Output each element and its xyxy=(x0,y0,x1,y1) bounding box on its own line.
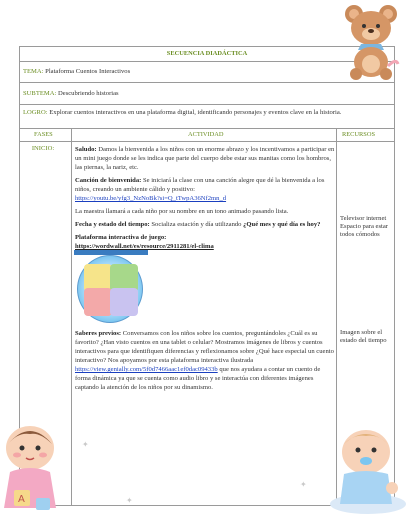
saberes-text-2: que nos ayudara a contar un cuento de forma dinámica ya que se cuenta como audio libro y se interactúa con diferentes imágenes captando la atención de los niños por su dinamismo. xyxy=(75,366,321,391)
subtema-row xyxy=(20,83,394,105)
logro-label: LOGRO: xyxy=(23,109,48,116)
star-icon: ✦ xyxy=(126,496,133,505)
resource-1: Televisor internet Espacio para estar todos cómodos xyxy=(340,215,388,238)
baby-boy-icon xyxy=(322,418,408,514)
cancion-label: Canción de bienvenida: xyxy=(75,177,142,184)
logro-value: Explorar cuentos interactivos en una plataforma digital, identificando personajes y eventos clave en la historia. xyxy=(49,109,342,116)
saberes-label: Saberes previos: xyxy=(75,330,122,337)
plataforma-link[interactable]: https://wordwall.net/es/resource/2911281/el-clima xyxy=(75,243,214,250)
saludo-paragraph xyxy=(75,145,337,172)
page-title: SECUENCIA DIADÁCTICA xyxy=(20,47,394,62)
saberes-text: Conversamos con los niños sobre los cuentos, preguntándoles ¿Cuál es su favorito? ¿Han visto cuentos en una tablet o celular? Mostramos imágenes de libros y cuentos interactivos para que identifiquen diferencias y reflexionamos sobre ¿Qué hace especial un cuento interactivo? Nos apoyamos por esta plataforma interactiva ilustrada xyxy=(75,330,334,364)
tema-value: Plataforma Cuentos Interactivos xyxy=(45,68,131,75)
plataforma-label: Plataforma interactiva de juego: xyxy=(75,234,167,241)
fecha-label: Fecha y estado del tiempo: xyxy=(75,221,150,228)
star-icon: ✦ xyxy=(82,440,89,449)
logro-row xyxy=(20,105,394,129)
svg-text:A: A xyxy=(18,494,25,505)
subtema-label: SUBTEMA: xyxy=(23,90,57,97)
column-headers xyxy=(20,129,394,142)
col-fases: FASES xyxy=(34,131,53,138)
saludo-label: Saludo: xyxy=(75,146,97,153)
saludo-text: Damos la bienvenida a los niños con un enorme abrazo y los incentivamos a participar en un mini juego donde se les indica que parte del cuerpo debe estar sus manitas como los hombros, las piernas, la nariz, etc. xyxy=(75,146,335,171)
subtema-value: Descubriendo historias xyxy=(58,90,119,97)
fecha-paragraph xyxy=(75,220,337,229)
resource-2: Imagen sobre el estado del tiempo xyxy=(340,329,387,344)
weather-wheel-image xyxy=(77,255,143,323)
cancion-text: Se iniciará la clase con una canción alegre que dé la bienvenida a los niños, creando un ambiente cálido y positivo: xyxy=(75,177,325,193)
tema-label: TEMA: xyxy=(23,68,44,75)
fecha-text: Socializa estación y día utilizando xyxy=(151,221,242,228)
star-icon: ✦ xyxy=(300,480,307,489)
fase-label: INICIO: xyxy=(31,145,55,152)
baby-girl-icon xyxy=(0,418,72,514)
cancion-paragraph xyxy=(75,176,337,203)
saberes-paragraph xyxy=(75,329,337,392)
col-recursos: RECURSOS xyxy=(342,131,376,138)
plataforma-paragraph xyxy=(75,233,337,251)
col-actividad: ACTIVIDAD xyxy=(188,131,224,138)
cancion-link[interactable]: https://youtu.be/yfg3_NzNoBk?si=Q_tTwpA36Nf2mn_d xyxy=(75,195,227,202)
activity-cell xyxy=(75,145,337,396)
lista-paragraph: La maestra llamará a cada niño por su nombre en un tono animado pasando lista. xyxy=(75,208,289,215)
fecha-question: ¿Qué mes y qué día es hoy? xyxy=(243,221,321,228)
saberes-link[interactable]: https://view.genially.com/5f0d7466aac1ef0dac09433b xyxy=(75,366,218,373)
teddy-bear-icon xyxy=(340,0,402,80)
tema-row xyxy=(20,61,394,83)
